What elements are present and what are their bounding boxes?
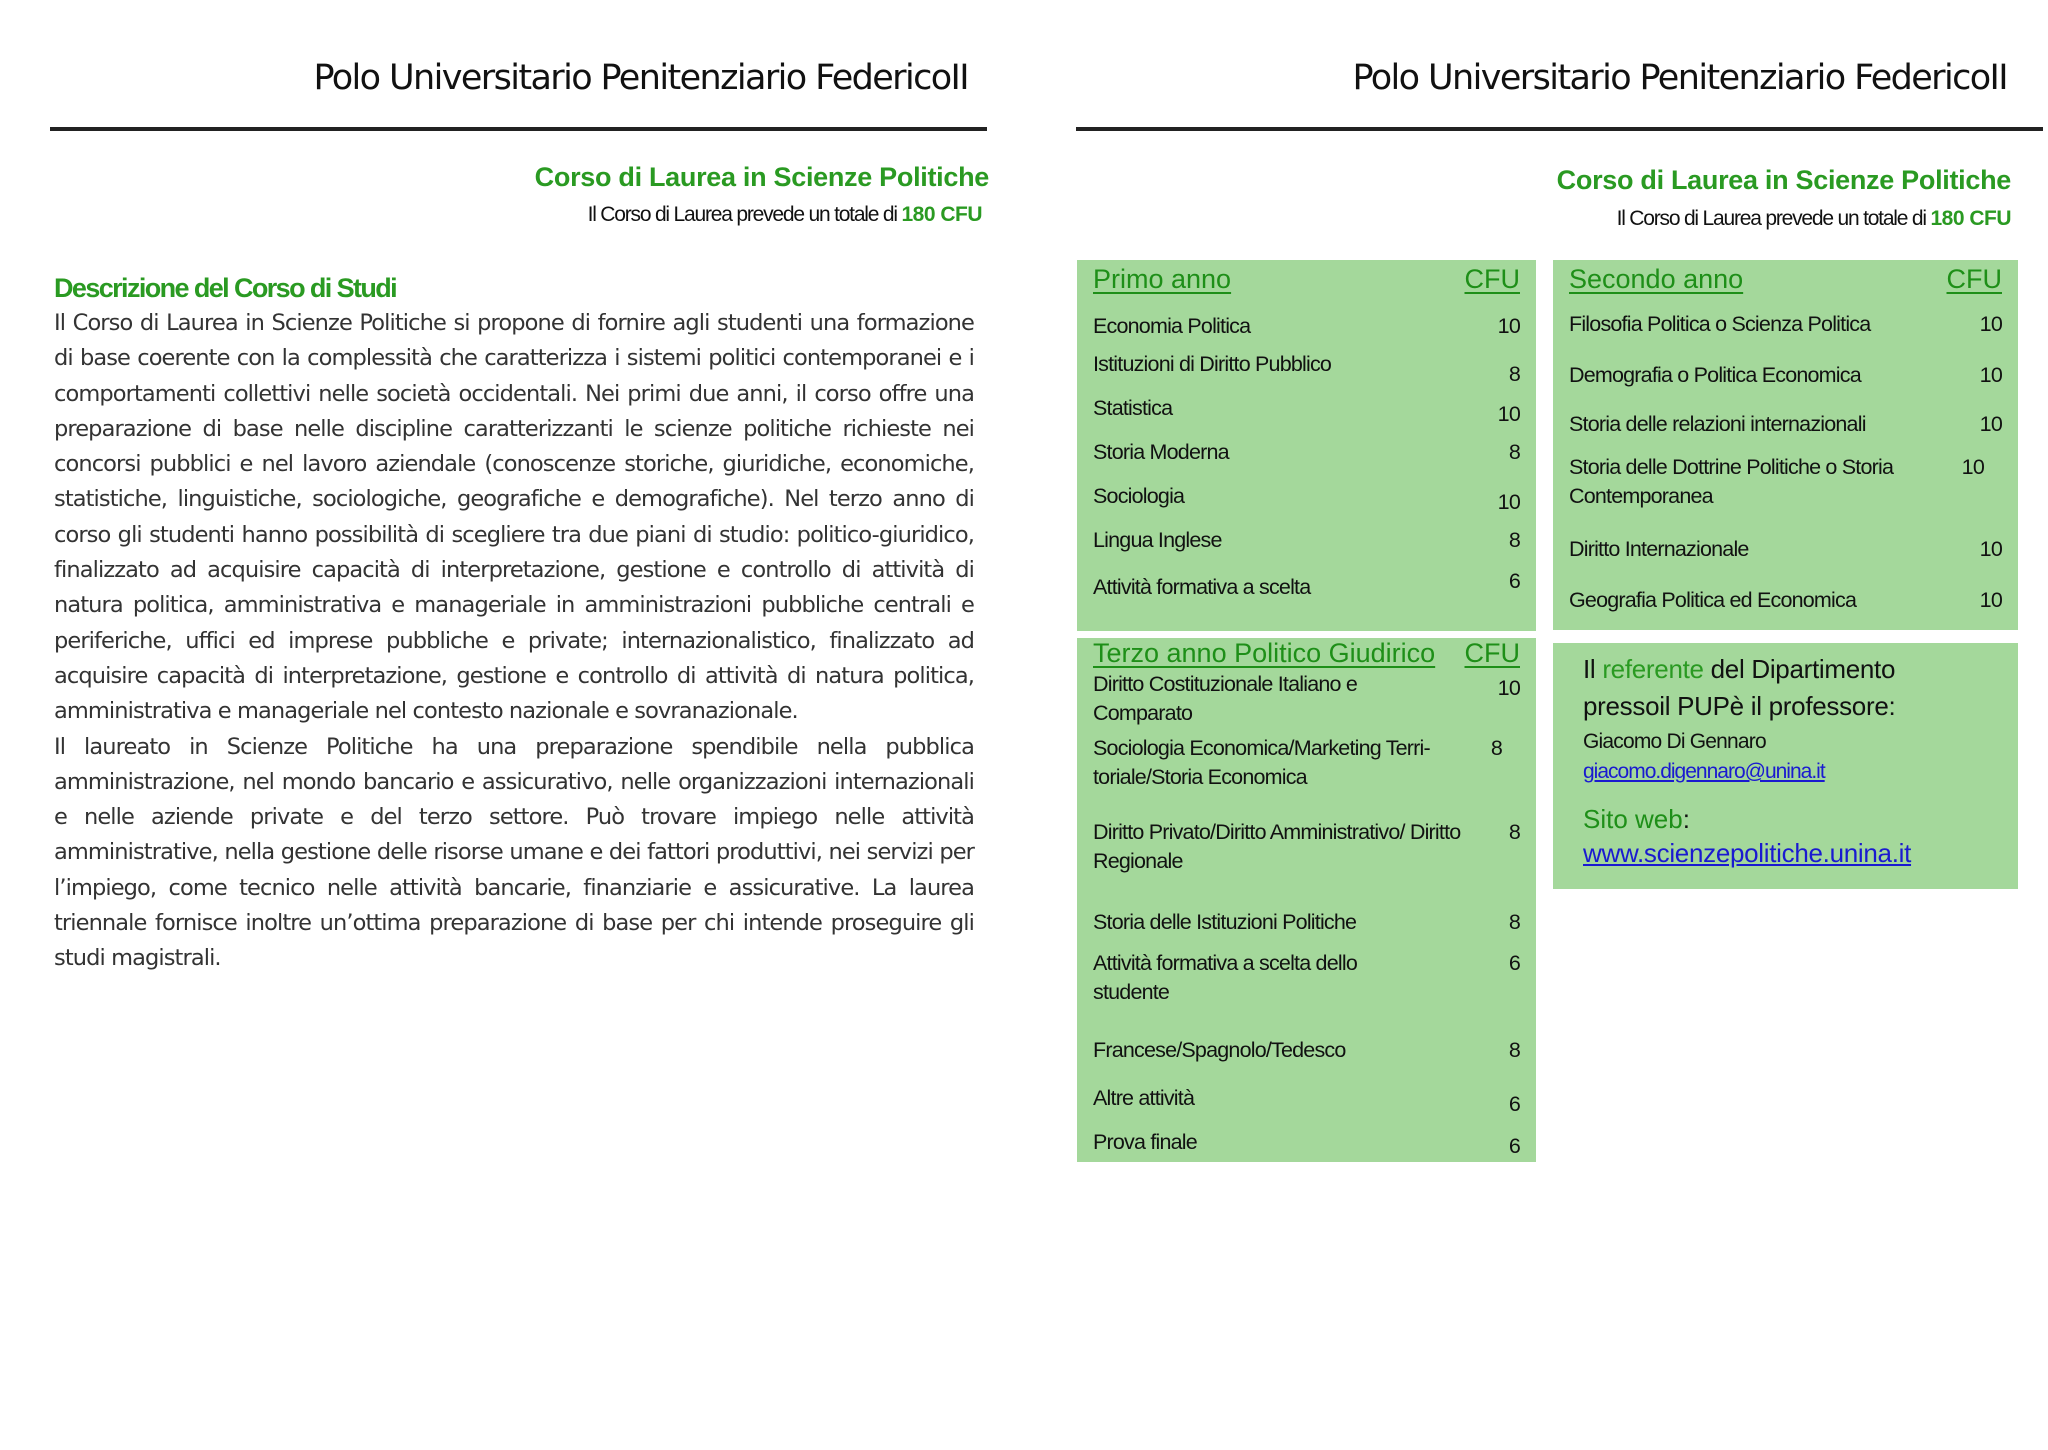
course-subtitle bbox=[1617, 207, 2011, 231]
primo-anno-header bbox=[1093, 264, 1520, 295]
subject-name: Diritto Internazionale bbox=[1569, 537, 1749, 561]
referente-keyword: referente bbox=[1602, 654, 1704, 684]
subject-name: Lingua Inglese bbox=[1093, 528, 1222, 552]
course-row bbox=[1093, 1036, 1520, 1065]
cfu-header: CFU bbox=[1464, 264, 1520, 294]
course-row bbox=[1093, 438, 1520, 467]
course-subtitle bbox=[588, 203, 982, 227]
subject-name: Diritto Costituzionale Italiano e Comparato bbox=[1093, 672, 1357, 725]
terzo-anno-header bbox=[1093, 638, 1520, 669]
course-row bbox=[1093, 569, 1520, 602]
subject-cfu: 8 bbox=[1508, 820, 1520, 844]
course-row bbox=[1093, 949, 1520, 1007]
subject-cfu: 10 bbox=[1979, 312, 2002, 336]
secondo-anno-title: Secondo anno bbox=[1569, 264, 1744, 294]
subject-cfu: 10 bbox=[1497, 676, 1520, 700]
subject-cfu: 10 bbox=[1497, 314, 1520, 338]
course-total-cfu: 180 CFU bbox=[901, 203, 982, 226]
subject-cfu: 10 bbox=[1961, 455, 1984, 479]
course-title: Corso di Laurea in Scienze Politiche bbox=[534, 162, 989, 192]
subject-name: Storia delle Istituzioni Politiche bbox=[1093, 910, 1357, 934]
site-label-colon: : bbox=[1682, 804, 1690, 834]
course-row bbox=[1569, 361, 2002, 390]
referente-line-1 bbox=[1583, 651, 1998, 688]
primo-anno-box bbox=[1077, 260, 1536, 631]
secondo-anno-box bbox=[1553, 260, 2018, 630]
referente-suffix: del Dipartimento bbox=[1703, 654, 1896, 684]
site-label bbox=[1583, 802, 1998, 836]
course-subtitle-text: Il Corso di Laurea prevede un totale di bbox=[1616, 207, 1931, 230]
course-row bbox=[1569, 310, 2002, 339]
course-row bbox=[1093, 818, 1520, 876]
subject-name: Attività formativa a scelta dello studente bbox=[1093, 951, 1357, 1004]
cfu-header: CFU bbox=[1464, 638, 1520, 668]
subject-name: Economia Politica bbox=[1093, 314, 1251, 338]
subject-name: Francese/Spagnolo/Tedesco bbox=[1093, 1038, 1346, 1062]
subject-name: Attività formativa a scelta bbox=[1093, 575, 1311, 599]
referente-content bbox=[1583, 651, 1998, 870]
subject-cfu: 10 bbox=[1979, 537, 2002, 561]
description-body bbox=[54, 306, 974, 977]
course-row bbox=[1569, 586, 2002, 615]
subject-name: Storia delle relazioni internazionali bbox=[1569, 412, 1866, 436]
referente-line-2: pressoil PUPè il professore: bbox=[1583, 691, 1896, 721]
subject-cfu: 10 bbox=[1497, 402, 1520, 426]
subject-name: Storia Moderna bbox=[1093, 440, 1229, 464]
course-row bbox=[1093, 670, 1520, 728]
header-title: Polo Universitario Penitenziario FedericoII bbox=[1352, 58, 2007, 98]
subject-name: Altre attività bbox=[1093, 1086, 1195, 1110]
course-row bbox=[1569, 453, 1984, 511]
terzo-anno-box bbox=[1077, 638, 1536, 1162]
subject-cfu: 8 bbox=[1508, 528, 1520, 552]
subject-cfu: 8 bbox=[1508, 440, 1520, 464]
subject-name: Istituzioni di Diritto Pubblico bbox=[1093, 352, 1332, 376]
course-row bbox=[1093, 526, 1520, 555]
referente-box bbox=[1553, 643, 2018, 889]
subject-name: Filosofia Politica o Scienza Politica bbox=[1569, 312, 1871, 336]
website-link[interactable]: www.scienzepolitiche.unina.it bbox=[1583, 838, 1912, 868]
course-row bbox=[1093, 312, 1520, 341]
header-rule bbox=[1076, 127, 2043, 131]
referente-name: Giacomo Di Gennaro bbox=[1583, 730, 1766, 753]
subject-cfu: 6 bbox=[1508, 1134, 1520, 1158]
description-paragraph: Il Corso di Laurea in Scienze Politiche si propone di fornire agli studenti una formazione di base coerente con la complessità che caratterizza i sistemi politici contemporanei e i comportamenti collettivi nelle società occidentali. Nei primi due anni, il corso offre una preparazione di base nelle discipline caratterizzanti le scienze politiche richieste nei concorsi pubblici e nel lavoro aziendale (conoscenze storiche, giuridiche, economiche, statistiche, linguistiche, sociologiche, geografiche e demografiche). Nel terzo anno di corso gli studenti hanno possibilità di scegliere tra due piani di studio: politico-giuridico, finalizzato ad acquisire capacità di interpretazione, gestione e controllo di attività di natura politica, amministrativa e manageriale in amministrazioni pubbliche centrali e periferiche, uffici ed imprese pubbliche e private; internazionalistico, finalizzato ad acquisire capacità di interpretazione, gestione e controllo di attività di natura politica, amministrativa e manageriale nel contesto nazionale e sovranazionale. bbox=[54, 310, 974, 725]
secondo-anno-header bbox=[1569, 264, 2002, 295]
description-paragraph: Il laureato in Scienze Politiche ha una preparazione spendibile nella pubblica amministrazione, nel mondo bancario e assicurativo, nelle organizzazioni internazionali e nelle aziende private e del terzo settore. Può trovare impiego nelle attività amministrative, nella gestione delle risorse umane e dei fattori produttivi, nei servizi per l’impiego, come tecnico nelle attività bancarie, finanziarie e assicurative. La laurea triennale fornisce inoltre un’ottima preparazione di base per chi intende proseguire gli studi magistrali. bbox=[54, 733, 974, 972]
subject-cfu: 10 bbox=[1979, 588, 2002, 612]
course-total-cfu: 180 CFU bbox=[1930, 207, 2011, 230]
subject-name: Sociologia bbox=[1093, 484, 1185, 508]
primo-anno-title: Primo anno bbox=[1093, 264, 1232, 294]
terzo-anno-title: Terzo anno Politico Giudirico bbox=[1093, 638, 1436, 668]
subject-name: Prova finale bbox=[1093, 1130, 1197, 1154]
header-rule bbox=[50, 127, 987, 131]
subject-cfu: 10 bbox=[1979, 363, 2002, 387]
course-row bbox=[1569, 535, 2002, 564]
subject-cfu: 10 bbox=[1497, 490, 1520, 514]
course-subtitle-text: Il Corso di Laurea prevede un totale di bbox=[587, 203, 902, 226]
subject-name: Storia delle Dottrine Politiche o Storia Contemporanea bbox=[1569, 455, 1894, 508]
course-row bbox=[1093, 350, 1520, 389]
course-row bbox=[1569, 410, 2002, 439]
subject-name: Geografia Politica ed Economica bbox=[1569, 588, 1857, 612]
description-heading: Descrizione del Corso di Studi bbox=[54, 273, 397, 303]
subject-cfu: 6 bbox=[1508, 569, 1520, 593]
subject-name: Demografia o Politica Economica bbox=[1569, 363, 1861, 387]
subject-cfu: 10 bbox=[1979, 412, 2002, 436]
course-row bbox=[1093, 394, 1520, 429]
subject-name: Statistica bbox=[1093, 396, 1173, 420]
header-title: Polo Universitario Penitenziario FedericoII bbox=[313, 58, 968, 98]
course-row bbox=[1093, 734, 1502, 792]
course-row bbox=[1093, 1084, 1520, 1119]
subject-name: Diritto Privato/Diritto Amministrativo/ Diritto Regionale bbox=[1093, 820, 1461, 873]
course-title: Corso di Laurea in Scienze Politiche bbox=[1556, 165, 2011, 195]
referente-email-link[interactable]: giacomo.digennaro@unina.it bbox=[1583, 760, 1825, 783]
course-row bbox=[1093, 908, 1520, 937]
subject-cfu: 8 bbox=[1490, 736, 1502, 760]
course-row bbox=[1093, 1128, 1520, 1161]
subject-cfu: 8 bbox=[1508, 1038, 1520, 1062]
subject-cfu: 8 bbox=[1508, 910, 1520, 934]
subject-cfu: 6 bbox=[1508, 951, 1520, 975]
course-row bbox=[1093, 482, 1520, 517]
subject-cfu: 6 bbox=[1508, 1092, 1520, 1116]
subject-cfu: 8 bbox=[1508, 362, 1520, 386]
site-label-text: Sito web bbox=[1583, 804, 1683, 834]
cfu-header: CFU bbox=[1946, 264, 2002, 294]
referente-prefix: Il bbox=[1583, 654, 1603, 684]
subject-name: Sociologia Economica/Marketing Terri- toriale/Storia Economica bbox=[1093, 736, 1430, 789]
